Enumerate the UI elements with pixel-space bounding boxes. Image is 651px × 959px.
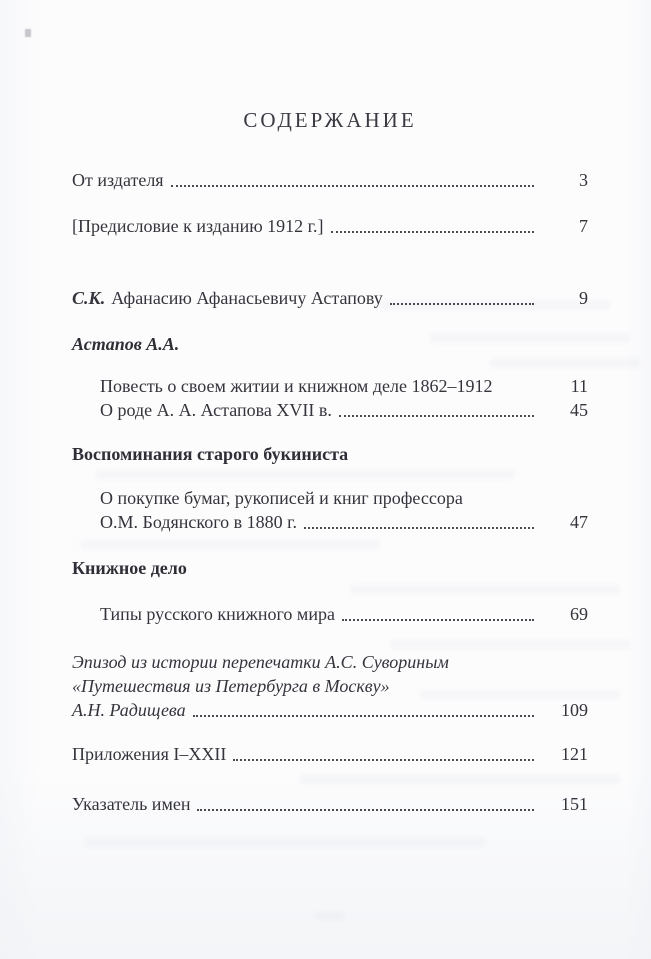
dot-leader [342,619,534,621]
toc-entry-label: Указатель имен [72,794,191,814]
toc-entry-page-number: 151 [561,794,588,814]
toc-entry-label: Повесть о своем житии и книжном деле 1862–1912 [100,376,493,396]
toc-entry [72,792,588,816]
toc-entry-label: А.Н. Радищева [72,700,186,720]
toc-entry-page-number: 47 [570,512,588,532]
show-through-artifact [315,912,345,920]
toc-entry [72,698,588,722]
toc-entry-label: Афанасию Афанасьевичу Астапову [111,288,383,308]
toc-entry-page-number: 11 [570,376,588,396]
dot-leader [339,415,534,417]
scan-speck-artifact [25,29,31,37]
toc-entry-label: Воспоминания старого букиниста [72,444,349,464]
toc-entry-page-number: 3 [579,170,588,190]
toc-entry [72,602,588,626]
toc-entry [72,398,588,422]
dot-leader [193,715,534,717]
toc-entry-label: От издателя [72,170,164,190]
toc-entry [72,286,588,310]
toc-entry-page-number: 121 [561,744,588,764]
toc-entry-page-number: 69 [570,604,588,624]
toc-entry [72,374,588,398]
toc-entry [72,510,588,534]
toc-entry [72,214,588,238]
toc-heading [72,442,588,466]
toc-heading [72,650,588,674]
toc-entry-label: [Предисловие к изданию 1912 г.] [72,216,324,236]
dot-leader [197,809,534,811]
toc-entry-author-prefix: С.К. [72,288,106,308]
toc-entry-label: О.М. Бодянского в 1880 г. [100,512,297,532]
dot-leader [390,303,534,305]
toc-entry [72,168,588,192]
toc-heading [72,332,588,356]
toc-heading [72,486,588,510]
dot-leader [171,185,534,187]
dot-leader [304,527,534,529]
toc-entry-label: О покупке бумаг, рукописей и книг профессора [100,488,463,508]
dot-leader [331,231,535,233]
page-title: СОДЕРЖАНИЕ [243,108,417,132]
toc-heading [72,674,588,698]
show-through-artifact [85,838,485,847]
toc-heading [72,556,588,580]
table-of-contents [72,168,588,816]
toc-entry-page-number: 7 [579,216,588,236]
toc-entry-page-number: 9 [579,288,588,308]
toc-entry-label: Эпизод из истории перепечатки А.С. Сувориным [72,652,449,672]
toc-entry-label: Типы русского книжного мира [100,604,335,624]
toc-entry-label: О роде А. А. Астапова XVII в. [100,400,332,420]
toc-entry-label: Астапов А.А. [72,334,180,354]
dot-leader [233,759,534,761]
toc-entry-label: «Путешествия из Петербурга в Москву» [72,676,390,696]
toc-entry-page-number: 109 [561,700,588,720]
toc-entry-label: Книжное дело [72,558,187,578]
toc-entry [72,742,588,766]
toc-entry-page-number: 45 [570,400,588,420]
toc-entry-label: Приложения I–XXII [72,744,227,764]
